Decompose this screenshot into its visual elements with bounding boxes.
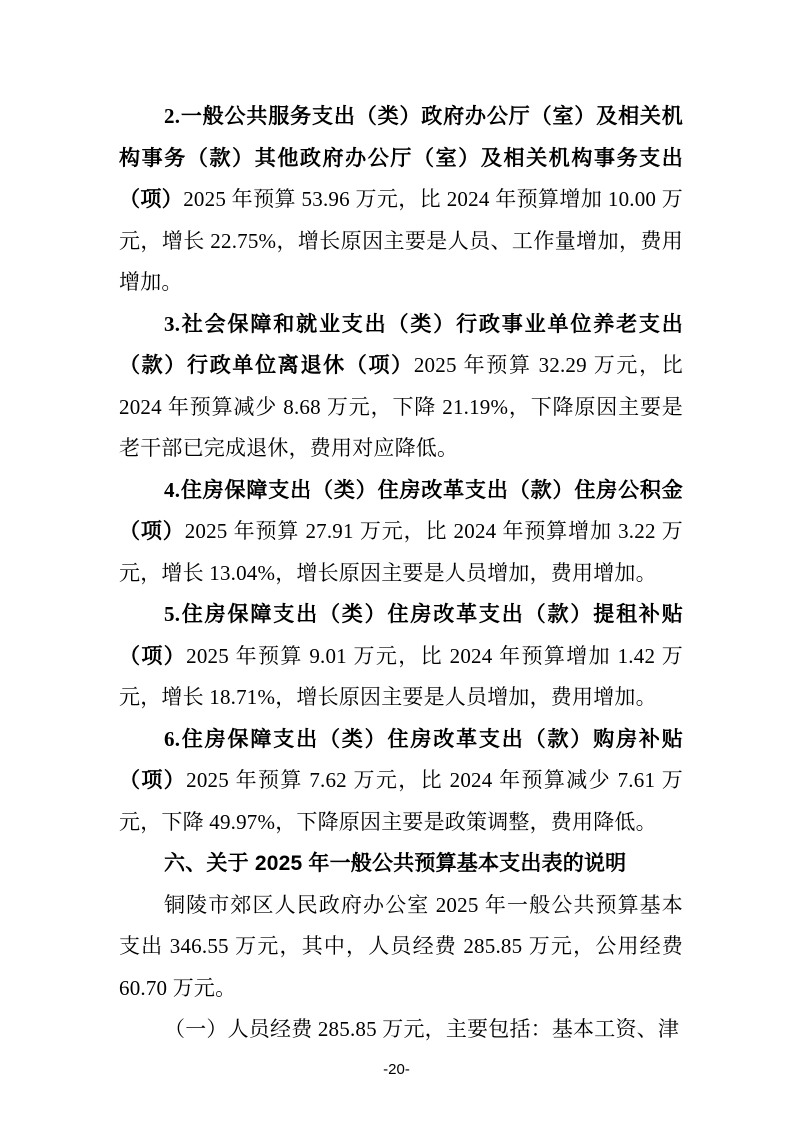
paragraph-item-6 xyxy=(119,719,683,844)
paragraph-item-5-text: 2025 年预算 9.01 万元，比 2024 年预算增加 1.42 万元，增长 18.71%，增长原因主要是人员增加，费用增加。 xyxy=(119,643,683,709)
paragraph-item-2-text: 2025 年预算 53.96 万元，比 2024 年预算增加 10.00 万元，增长 22.75%，增长原因主要是人员、工作量增加，费用增加。 xyxy=(119,187,683,294)
paragraph-item-2 xyxy=(119,96,683,304)
paragraph-item-6-text: 2025 年预算 7.62 万元，比 2024 年预算减少 7.61 万元，下降 49.97%，下降原因主要是政策调整，费用降低。 xyxy=(119,768,683,834)
paragraph-item-4-text: 2025 年预算 27.91 万元，比 2024 年预算增加 3.22 万元，增长 13.04%，增长原因主要是人员增加，费用增加。 xyxy=(119,519,683,585)
paragraph-item-3-title: 3.社会保障和就业支出（类）行政事业单位养老支出（款）行政单位离退休（项） xyxy=(119,311,683,377)
page-number: -20- xyxy=(383,1061,410,1078)
paragraph-item-3 xyxy=(119,304,683,470)
paragraph-item-5 xyxy=(119,594,683,719)
paragraph-item-2-title: 2.一般公共服务支出（类）政府办公厅（室）及相关机构事务（款）其他政府办公厅（室）及相关机构事务支出（项） xyxy=(119,104,683,211)
paragraph-item-3-text: 2025 年预算 32.29 万元，比 2024 年预算减少 8.68 万元，下降 21.19%，下降原因主要是老干部已完成退休，费用对应降低。 xyxy=(119,353,683,460)
paragraph-item-4-title: 4.住房保障支出（类）住房改革支出（款）住房公积金（项） xyxy=(119,477,683,543)
document-body xyxy=(119,96,683,1051)
paragraph-item-4 xyxy=(119,470,683,595)
paragraph-item-5-title: 5.住房保障支出（类）住房改革支出（款）提租补贴（项） xyxy=(119,602,683,668)
paragraph-item-6-title: 6.住房保障支出（类）住房改革支出（款）购房补贴（项） xyxy=(119,726,683,792)
section-heading-six: 六、关于 2025 年一般公共预算基本支出表的说明 xyxy=(164,852,627,875)
paragraph-overview: 铜陵市郊区人民政府办公室 2025 年一般公共预算基本支出 346.55 万元，其中，人员经费 285.85 万元，公用经费 60.70 万元。 xyxy=(119,892,683,1000)
paragraph-personnel-expense: （一）人员经费 285.85 万元，主要包括：基本工资、津 xyxy=(164,1017,680,1041)
